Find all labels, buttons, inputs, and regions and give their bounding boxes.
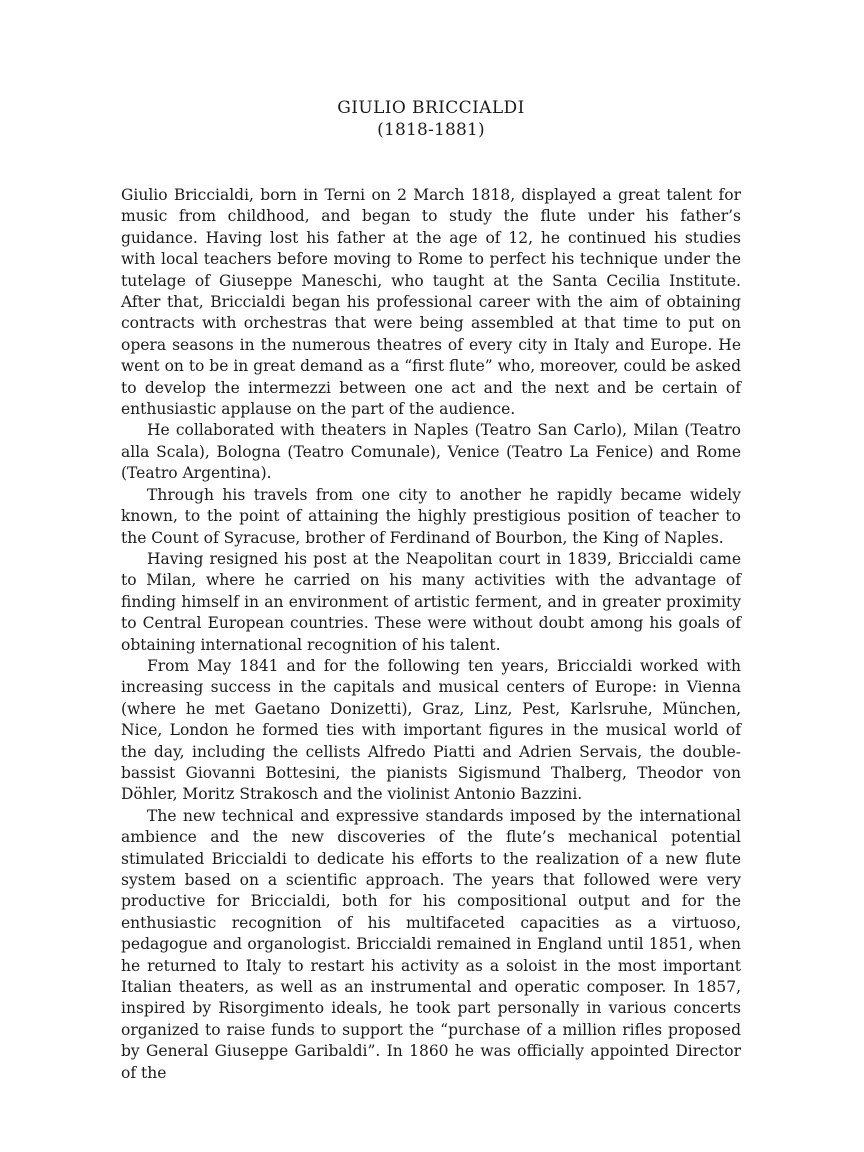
paragraph: The new technical and expressive standards imposed by the international ambience and the new discoveries of the flute’s mechanical potential stimulated Briccialdi to dedicate his efforts to the realization of a new flute system based on a scientific approach. The years that followed were very productive for Briccialdi, both for his compositional output and for the enthusiastic recognition of his multifaceted capacities as a virtuoso, pedagogue and organologist. Briccialdi remained in England until 1851, when he returned to Italy to restart his activity as a soloist in the most important Italian theaters, as well as an instrumental and operatic composer. In 1857, inspired by Risorgimento ideals, he took part personally in various concerts organized to raise funds to support the “purchase of a million rifles proposed by General Giuseppe Garibaldi”. In 1860 he was officially appointed Director of the <box>121 806 741 1082</box>
paragraph: Through his travels from one city to another he rapidly became widely known, to the point of attaining the highly prestigious position of teacher to the Count of Syracuse, brother of Ferdinand of Bourbon, the King of Naples. <box>121 485 741 547</box>
article-body <box>121 185 741 1084</box>
paragraph: Giulio Briccialdi, born in Terni on 2 March 1818, displayed a great talent for music from childhood, and began to study the flute under his father’s guidance. Having lost his father at the age of 12, he continued his studies with local teachers before moving to Rome to perfect his technique under the tutelage of Giuseppe Maneschi, who taught at the Santa Cecilia Institute. After that, Briccialdi began his professional career with the aim of obtaining contracts with orchestras that were being assembled at that time to put on opera seasons in the numerous theatres of every city in Italy and Europe. He went on to be in great demand as a “first flute” who, moreover, could be asked to develop the intermezzi between one act and the next and be certain of enthusiastic applause on the part of the audience. <box>121 186 741 419</box>
paragraph: Having resigned his post at the Neapolitan court in 1839, Briccialdi came to Milan, where he carried on his many activities with the advantage of finding himself in an environment of artistic ferment, and in greater proximity to Central European countries. These were without doubt among his goals of obtaining international recognition of his talent. <box>121 549 741 654</box>
paragraph: From May 1841 and for the following ten years, Briccialdi worked with increasing success in the capitals and musical centers of Europe: in Vienna (where he met Gaetano Donizetti), Graz, Linz, Pest, Karlsruhe, München, Nice, London he formed ties with important figures in the musical world of the day, including the cellists Alfredo Piatti and Adrien Servais, the double-bassist Giovanni Bottesini, the pianists Sigismund Thalberg, Theodor von Döhler, Moritz Strakosch and the violinist Antonio Bazzini. <box>121 656 741 804</box>
page-subtitle: (1818-1881) <box>377 120 485 140</box>
page-content <box>121 97 741 1084</box>
page-title: GIULIO BRICCIALDI <box>337 98 525 118</box>
paragraph: He collaborated with theaters in Naples (Teatro San Carlo), Milan (Teatro alla Scala), Bologna (Teatro Comunale), Venice (Teatro La Fenice) and Rome (Teatro Argentina). <box>121 421 741 483</box>
